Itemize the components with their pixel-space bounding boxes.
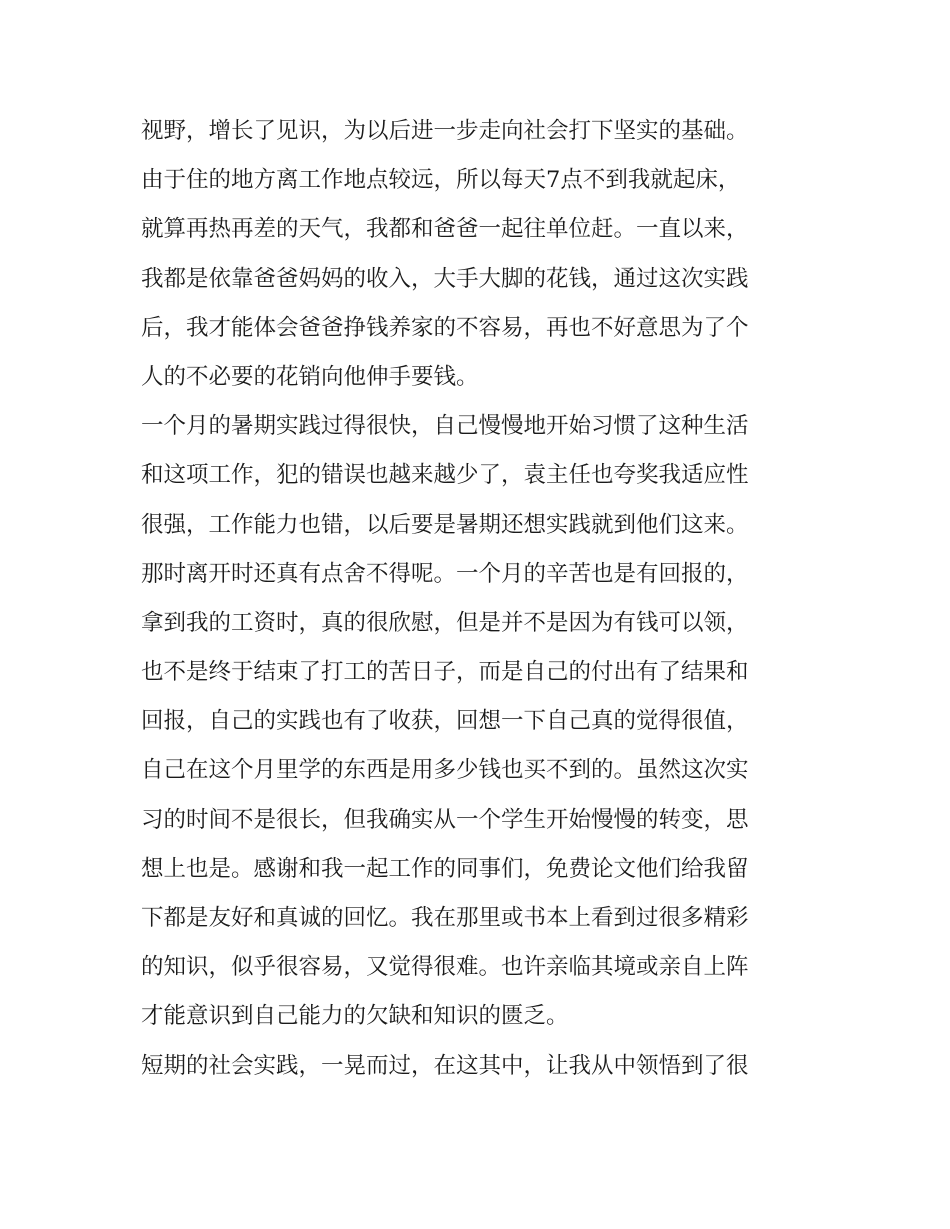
text-line: 和这项工作，犯的错误也越来越少了，袁主任也夸奖我适应性 [141, 462, 749, 489]
text-line: 一个月的暑期实践过得很快，自己慢慢地开始习惯了这种生活 [141, 413, 749, 440]
text-line: 也不是终于结束了打工的苦日子，而是自己的付出有了结果和 [141, 659, 749, 686]
text-line: 视野，增长了见识，为以后进一步走向社会打下坚实的基础。 [141, 118, 749, 144]
text-line: 就算再热再差的天气，我都和爸爸一起往单位赶。一直以来， [141, 216, 749, 243]
text-line: 那时离开时还真有点舍不得呢。一个月的辛苦也是有回报的， [141, 560, 749, 587]
text-line: 自己在这个月里学的东西是用多少钱也买不到的。虽然这次实 [141, 757, 749, 784]
text-line: 我都是依靠爸爸妈妈的收入，大手大脚的花钱，通过这次实践 [141, 265, 749, 292]
text-line: 由于住的地方离工作地点较远，所以每天7点不到我就起床， [141, 167, 741, 194]
body-text [141, 107, 821, 1091]
text-line: 拿到我的工资时，真的很欣慰，但是并不是因为有钱可以领， [141, 609, 749, 636]
text-line: 习的时间不是很长，但我确实从一个学生开始慢慢的转变，思 [141, 806, 749, 833]
text-line: 才能意识到自己能力的欠缺和知识的匮乏。 [141, 1003, 569, 1030]
text-line: 很强，工作能力也错，以后要是暑期还想实践就到他们这来。 [141, 511, 749, 538]
text-line: 后，我才能体会爸爸挣钱养家的不容易，再也不好意思为了个 [141, 314, 749, 341]
text-line: 短期的社会实践，一晃而过，在这其中，让我从中领悟到了很 [141, 1052, 749, 1079]
text-line: 的知识，似乎很容易，又觉得很难。也许亲临其境或亲自上阵 [141, 954, 749, 981]
text-line: 人的不必要的花销向他伸手要钱。 [141, 363, 479, 390]
text-line: 回报，自己的实践也有了收获，回想一下自己真的觉得很值， [141, 708, 749, 735]
text-line: 想上也是。感谢和我一起工作的同事们，免费论文他们给我留 [141, 855, 749, 882]
text-line: 下都是友好和真诚的回忆。我在那里或书本上看到过很多精彩 [141, 905, 749, 931]
